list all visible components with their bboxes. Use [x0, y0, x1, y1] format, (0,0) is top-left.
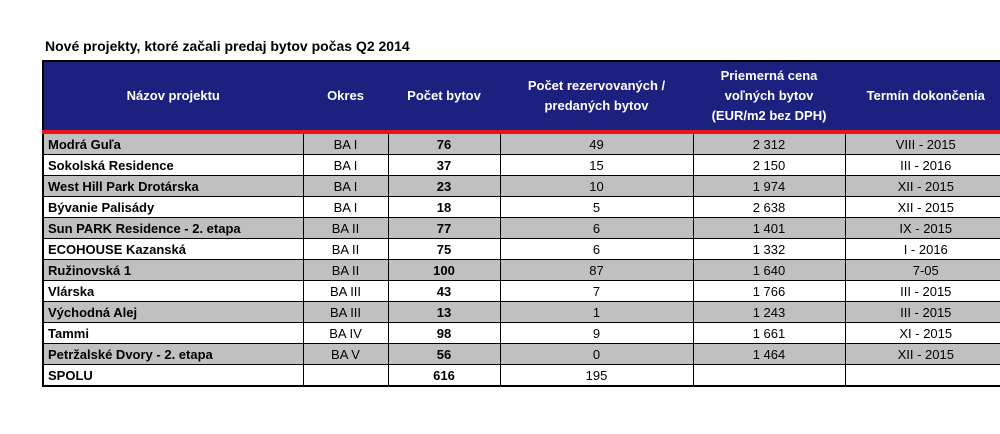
- cell-district: BA IV: [303, 323, 388, 344]
- cell-reserved-sold: 10: [500, 176, 693, 197]
- cell-unit-count: 43: [388, 281, 500, 302]
- cell-project-name: Ružinovská 1: [43, 260, 303, 281]
- cell-average-price: 1 243: [693, 302, 845, 323]
- cell-reserved-sold: 5: [500, 197, 693, 218]
- cell-completion-date: 7-05: [845, 260, 1000, 281]
- header-project-name: Názov projektu: [43, 61, 303, 132]
- cell-district: BA I: [303, 176, 388, 197]
- cell-completion-date: III - 2015: [845, 281, 1000, 302]
- cell-project-name: ECOHOUSE Kazanská: [43, 239, 303, 260]
- cell-completion-date: XI - 2015: [845, 323, 1000, 344]
- cell-completion-date: VIII - 2015: [845, 132, 1000, 155]
- cell-unit-count: 98: [388, 323, 500, 344]
- cell-reserved-sold: 15: [500, 155, 693, 176]
- cell-completion-date: III - 2015: [845, 302, 1000, 323]
- cell-reserved-sold: 9: [500, 323, 693, 344]
- cell-average-price: 1 332: [693, 239, 845, 260]
- table-row: [43, 132, 1000, 155]
- cell-project-name: Vlárska: [43, 281, 303, 302]
- cell-reserved-sold: 0: [500, 344, 693, 365]
- cell-average-price: 1 661: [693, 323, 845, 344]
- header-unit-count: Počet bytov: [388, 61, 500, 132]
- table-row: [43, 302, 1000, 323]
- cell-average-price: 1 766: [693, 281, 845, 302]
- cell-unit-count: 18: [388, 197, 500, 218]
- cell-unit-count: 77: [388, 218, 500, 239]
- cell-completion-date: IX - 2015: [845, 218, 1000, 239]
- table-row: [43, 281, 1000, 302]
- cell-district: BA II: [303, 218, 388, 239]
- table-title: Nové projekty, ktoré začali predaj bytov počas Q2 2014: [45, 38, 410, 54]
- cell-unit-count: 56: [388, 344, 500, 365]
- cell-project-name: Bývanie Palisády: [43, 197, 303, 218]
- table-row: [43, 155, 1000, 176]
- cell-district: BA III: [303, 302, 388, 323]
- total-reserved-sold: 195: [500, 365, 693, 387]
- cell-unit-count: 76: [388, 132, 500, 155]
- total-unit-count: 616: [388, 365, 500, 387]
- cell-unit-count: 75: [388, 239, 500, 260]
- cell-project-name: Modrá Guľa: [43, 132, 303, 155]
- cell-average-price: 2 638: [693, 197, 845, 218]
- header-district: Okres: [303, 61, 388, 132]
- cell-reserved-sold: 6: [500, 239, 693, 260]
- total-average-price: [693, 365, 845, 387]
- cell-reserved-sold: 6: [500, 218, 693, 239]
- cell-district: BA III: [303, 281, 388, 302]
- cell-completion-date: III - 2016: [845, 155, 1000, 176]
- cell-project-name: West Hill Park Drotárska: [43, 176, 303, 197]
- table-body: [43, 132, 1000, 386]
- header-completion-date: Termín dokončenia: [845, 61, 1000, 132]
- header-row: [43, 61, 1000, 132]
- cell-average-price: 1 640: [693, 260, 845, 281]
- cell-average-price: 2 150: [693, 155, 845, 176]
- cell-project-name: Tammi: [43, 323, 303, 344]
- cell-district: BA I: [303, 132, 388, 155]
- cell-project-name: Petržalské Dvory - 2. etapa: [43, 344, 303, 365]
- projects-table: [42, 60, 1000, 387]
- table-row: [43, 260, 1000, 281]
- cell-unit-count: 23: [388, 176, 500, 197]
- cell-reserved-sold: 7: [500, 281, 693, 302]
- header-average-price: Priemerná cena voľných bytov (EUR/m2 bez DPH): [693, 61, 845, 132]
- cell-project-name: Sokolská Residence: [43, 155, 303, 176]
- cell-unit-count: 37: [388, 155, 500, 176]
- cell-completion-date: XII - 2015: [845, 197, 1000, 218]
- cell-district: BA II: [303, 239, 388, 260]
- cell-completion-date: XII - 2015: [845, 344, 1000, 365]
- total-row: [43, 365, 1000, 387]
- table-header: [43, 61, 1000, 132]
- cell-average-price: 1 401: [693, 218, 845, 239]
- cell-project-name: Sun PARK Residence - 2. etapa: [43, 218, 303, 239]
- table-row: [43, 323, 1000, 344]
- cell-completion-date: I - 2016: [845, 239, 1000, 260]
- cell-district: BA I: [303, 155, 388, 176]
- cell-unit-count: 13: [388, 302, 500, 323]
- table-row: [43, 176, 1000, 197]
- cell-district: BA V: [303, 344, 388, 365]
- table-row: [43, 239, 1000, 260]
- cell-reserved-sold: 1: [500, 302, 693, 323]
- table-row: [43, 197, 1000, 218]
- total-completion-date: [845, 365, 1000, 387]
- cell-unit-count: 100: [388, 260, 500, 281]
- cell-average-price: 1 974: [693, 176, 845, 197]
- cell-reserved-sold: 49: [500, 132, 693, 155]
- total-district: [303, 365, 388, 387]
- header-reserved-sold: Počet rezervovaných / predaných bytov: [500, 61, 693, 132]
- cell-average-price: 1 464: [693, 344, 845, 365]
- table-row: [43, 218, 1000, 239]
- cell-average-price: 2 312: [693, 132, 845, 155]
- cell-district: BA I: [303, 197, 388, 218]
- cell-project-name: Východná Alej: [43, 302, 303, 323]
- cell-district: BA II: [303, 260, 388, 281]
- table-row: [43, 344, 1000, 365]
- cell-reserved-sold: 87: [500, 260, 693, 281]
- cell-completion-date: XII - 2015: [845, 176, 1000, 197]
- total-label: SPOLU: [43, 365, 303, 387]
